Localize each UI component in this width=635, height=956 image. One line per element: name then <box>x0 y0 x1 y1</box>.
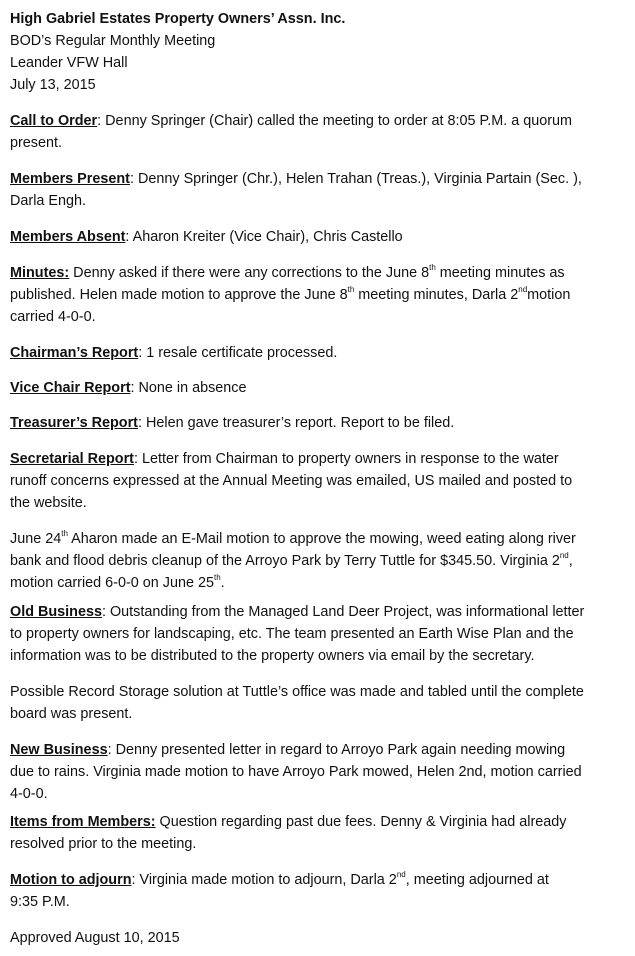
june-motion-line2 <box>10 550 573 572</box>
ordinal-suffix: nd <box>559 551 569 561</box>
secretarial-report-heading: Secretarial Report <box>10 451 134 467</box>
new-business-line2: due to rains. Virginia made motion to have Arroyo Park mowed, Helen 2nd, motion carried <box>10 764 582 780</box>
ordinal-suffix: nd <box>396 870 406 880</box>
record-storage-line1: Possible Record Storage solution at Tuttle’s office was made and tabled until the complete <box>10 684 584 700</box>
call-to-order-line1 <box>10 110 572 132</box>
members-absent-line <box>10 226 403 248</box>
minutes-line2 <box>10 284 570 306</box>
adjourn-heading: Motion to adjourn <box>10 872 132 888</box>
call-to-order-heading: Call to Order <box>10 113 98 129</box>
items-from-members-text: Question regarding past due fees. Denny & Virginia had already <box>155 814 567 830</box>
ordinal-suffix: th <box>61 529 68 539</box>
ordinal-suffix: th <box>214 573 221 583</box>
vice-chair-report-text: : None in absence <box>130 380 247 396</box>
ordinal-suffix: th <box>347 285 355 295</box>
minutes-text: motion <box>527 287 571 303</box>
minutes-heading: Minutes: <box>10 265 70 281</box>
adjourn-text: , meeting adjourned at <box>405 872 549 888</box>
new-business-line3: 4-0-0. <box>10 786 48 802</box>
ordinal-suffix: th <box>429 263 436 273</box>
minutes-text: published. Helen made motion to approve the June 8 <box>10 287 348 303</box>
june-motion-text: bank and flood debris cleanup of the Arroyo Park by Terry Tuttle for $345.50. Virginia 2 <box>10 553 560 569</box>
treasurer-report-text: : Helen gave treasurer’s report. Report to be filed. <box>137 415 455 431</box>
chairman-report-heading: Chairman’s Report <box>10 345 139 361</box>
members-present-heading: Members Present <box>10 171 130 187</box>
new-business-line1 <box>10 739 565 761</box>
secretarial-report-line1 <box>10 448 559 470</box>
members-present-line2: Darla Engh. <box>10 193 86 209</box>
old-business-heading: Old Business <box>10 604 102 620</box>
meeting-type: BOD’s Regular Monthly Meeting <box>10 33 216 49</box>
secretarial-report-text: : Letter from Chairman to property owners in response to the water <box>133 451 559 467</box>
june-motion-text: motion carried 6-0-0 on June 25 <box>10 575 214 591</box>
adjourn-text: : Virginia made motion to adjourn, Darla 2 <box>131 872 397 888</box>
june-motion-text: June 24 <box>10 531 62 547</box>
meeting-location: Leander VFW Hall <box>10 55 128 71</box>
items-from-members-line2: resolved prior to the meeting. <box>10 836 197 852</box>
old-business-text: : Outstanding from the Managed Land Deer Project, was informational letter <box>101 604 585 620</box>
members-present-text: : Denny Springer (Chr.), Helen Trahan (Treas.), Virginia Partain (Sec. ), <box>129 171 582 187</box>
june-motion-text: , <box>568 553 573 569</box>
members-absent-text: : Aharon Kreiter (Vice Chair), Chris Castello <box>125 229 403 245</box>
members-absent-heading: Members Absent <box>10 229 126 245</box>
minutes-line3: carried 4-0-0. <box>10 309 96 325</box>
chairman-report-line <box>10 342 337 364</box>
secretarial-report-line3: the website. <box>10 495 87 511</box>
minutes-text: Denny asked if there were any corrections to the June 8 <box>69 265 430 281</box>
treasurer-report-line <box>10 412 454 434</box>
minutes-line1 <box>10 262 565 284</box>
vice-chair-report-line <box>10 377 247 399</box>
org-title: High Gabriel Estates Property Owners’ Assn. Inc. <box>10 11 346 27</box>
june-motion-line1 <box>10 528 576 550</box>
secretarial-report-line2: runoff concerns expressed at the Annual Meeting was emailed, US mailed and posted to <box>10 473 573 489</box>
call-to-order-line2: present. <box>10 135 62 151</box>
june-motion-text: Aharon made an E-Mail motion to approve the mowing, weed eating along river <box>67 531 576 547</box>
call-to-order-text: : Denny Springer (Chair) called the meeting to order at 8:05 P.M. a quorum <box>97 113 573 129</box>
june-motion-line3 <box>10 572 225 594</box>
old-business-line2: to property owners for landscaping, etc. The team presented an Earth Wise Plan and the <box>10 626 574 642</box>
adjourn-line2: 9:35 P.M. <box>10 894 70 910</box>
items-from-members-heading: Items from Members: <box>10 814 156 830</box>
members-present-line1 <box>10 168 582 190</box>
june-motion-text: . <box>220 575 225 591</box>
approved-date: Approved August 10, 2015 <box>10 930 180 946</box>
meeting-date: July 13, 2015 <box>10 77 96 93</box>
record-storage-line2: board was present. <box>10 706 133 722</box>
minutes-text: meeting minutes as <box>435 265 565 281</box>
items-from-members-line1 <box>10 811 566 833</box>
chairman-report-text: : 1 resale certificate processed. <box>138 345 338 361</box>
old-business-line3: information was to be distributed to the property owners via email by the secretary. <box>10 648 535 664</box>
minutes-text: meeting minutes, Darla 2 <box>354 287 519 303</box>
new-business-heading: New Business <box>10 742 108 758</box>
old-business-line1 <box>10 601 584 623</box>
ordinal-suffix: nd <box>518 285 528 295</box>
treasurer-report-heading: Treasurer’s Report <box>10 415 138 431</box>
adjourn-line1 <box>10 869 549 891</box>
vice-chair-report-heading: Vice Chair Report <box>10 380 131 396</box>
new-business-text: : Denny presented letter in regard to Arroyo Park again needing mowing <box>107 742 566 758</box>
